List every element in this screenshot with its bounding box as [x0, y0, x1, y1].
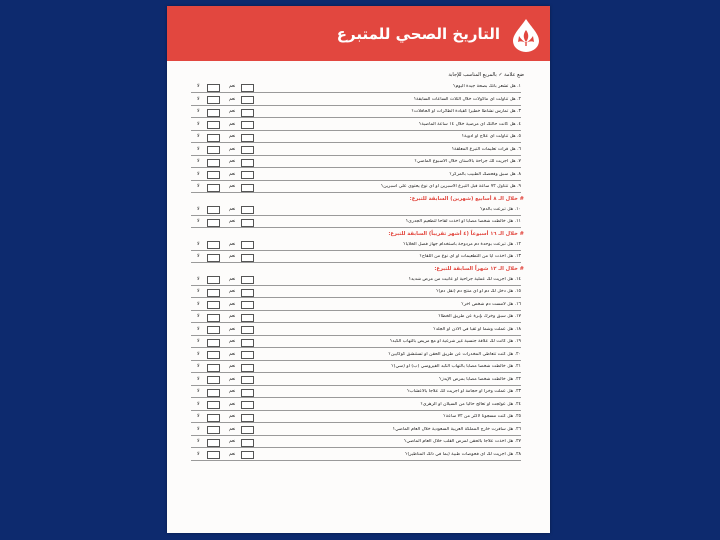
- row-divider: [191, 92, 521, 93]
- yes-checkbox[interactable]: [241, 364, 254, 372]
- no-checkbox[interactable]: [207, 401, 220, 409]
- no-label: لا: [197, 84, 200, 89]
- yes-checkbox[interactable]: [241, 276, 254, 284]
- yes-checkbox[interactable]: [241, 96, 254, 104]
- no-checkbox[interactable]: [207, 389, 220, 397]
- yes-checkbox[interactable]: [241, 314, 254, 322]
- no-checkbox[interactable]: [207, 314, 220, 322]
- no-label: لا: [197, 289, 200, 294]
- question-text: ٦. هل قرأت تعليمات التبرع المعلقة؟: [451, 146, 521, 152]
- question-row: [191, 252, 521, 262]
- no-checkbox[interactable]: [207, 376, 220, 384]
- question-text: ٢٣. هل عملت وخزاً أو حجامة أو أجريت لك علاجاً بالأعشاب؟: [406, 389, 521, 394]
- yes-label: نعم: [229, 364, 236, 369]
- row-divider: [191, 285, 521, 286]
- yes-label: نعم: [229, 376, 236, 382]
- form-instruction: ضع علامة ✓ بالمربع المناسب للإجابة: [448, 72, 524, 78]
- no-checkbox[interactable]: [207, 326, 220, 334]
- question-text: ١١. هل خالطت شخصاً مصاباً أو أخذت لقاحاً لتطعيم الجدري؟: [405, 219, 521, 224]
- row-divider: [191, 117, 521, 118]
- no-checkbox[interactable]: [207, 241, 220, 249]
- yes-checkbox[interactable]: [241, 84, 254, 92]
- question-row: [191, 312, 521, 322]
- form-sheet: [167, 6, 550, 533]
- row-divider: [191, 215, 521, 216]
- row-divider: [191, 422, 521, 423]
- no-label: لا: [197, 109, 200, 114]
- no-label: لا: [197, 184, 200, 189]
- yes-checkbox[interactable]: [241, 206, 254, 214]
- yes-label: نعم: [229, 241, 236, 247]
- no-label: لا: [197, 451, 200, 457]
- no-label: لا: [197, 206, 200, 212]
- question-text: ٨. هل سبق وفحصك الطبيب بالمركز؟: [449, 171, 521, 177]
- question-text: ١٤. هل أجريت لك عملية جراحية أو عانيت من مرض شديد؟: [408, 276, 521, 282]
- yes-checkbox[interactable]: [241, 439, 254, 447]
- question-text: ٥. هل تناولت أي علاج أو أدوية؟: [461, 134, 521, 139]
- no-checkbox[interactable]: [207, 276, 220, 284]
- row-divider: [191, 397, 521, 398]
- yes-checkbox[interactable]: [241, 171, 254, 179]
- no-label: لا: [197, 326, 200, 332]
- no-checkbox[interactable]: [207, 426, 220, 434]
- question-row: [191, 205, 521, 215]
- row-divider: [191, 335, 521, 336]
- yes-label: نعم: [229, 84, 236, 89]
- yes-checkbox[interactable]: [241, 376, 254, 384]
- row-divider: [191, 180, 521, 181]
- question-text: ١٢. هل تبرعت بوحدة دم مزدوجة باستخدام جهاز فصل الخلايا؟: [403, 241, 521, 247]
- yes-checkbox[interactable]: [241, 339, 254, 347]
- question-row: [191, 287, 521, 297]
- form-title: التاريخ الصحي للمتبرع: [336, 25, 500, 43]
- yes-label: نعم: [229, 326, 236, 332]
- question-row: [191, 275, 521, 285]
- no-label: لا: [197, 401, 200, 407]
- no-checkbox[interactable]: [207, 184, 220, 192]
- row-divider: [191, 155, 521, 156]
- question-row: [191, 145, 521, 155]
- yes-label: نعم: [229, 389, 236, 394]
- yes-checkbox[interactable]: [241, 121, 254, 129]
- row-divider: [191, 410, 521, 411]
- no-checkbox[interactable]: [207, 414, 220, 422]
- yes-checkbox[interactable]: [241, 254, 254, 262]
- yes-label: نعم: [229, 206, 236, 212]
- yes-label: نعم: [229, 451, 236, 457]
- question-row: [191, 387, 521, 397]
- question-text: ١٠. هل تبرعت بالدم؟: [480, 206, 521, 212]
- question-row: [191, 425, 521, 435]
- yes-label: نعم: [229, 254, 236, 259]
- yes-label: نعم: [229, 314, 236, 319]
- question-text: ٢١. هل خالطت شخصاً مصاباً بالتهاب الكبد الفيروسي (ب) أو (سي)؟: [391, 364, 521, 369]
- question-text: ٣. هل تمارس نشاطاً خطيراً كقيادة الطائرات أو الحافلات؟: [411, 109, 521, 114]
- question-row: [191, 375, 521, 385]
- question-text: ١٨. هل عملت وشماً أو ثقباً في الأذن أو الجلد؟: [433, 326, 521, 332]
- row-divider: [191, 250, 521, 251]
- row-divider: [191, 372, 521, 373]
- no-label: لا: [197, 376, 200, 382]
- section-heading: # خلال الـ ٨ أسابيع (شهرين) السابقة للتبرع:: [409, 195, 524, 202]
- no-checkbox[interactable]: [207, 301, 220, 309]
- question-row: [191, 82, 521, 92]
- no-label: لا: [197, 219, 200, 224]
- question-row: [191, 337, 521, 347]
- question-text: ٩. هل تتناول ٧٢ ساعة قبل التبرع الأسبرين أو أي نوع يحتوي على أسبرين؟: [380, 184, 521, 189]
- question-row: [191, 400, 521, 410]
- yes-label: نعم: [229, 159, 236, 164]
- row-divider: [191, 262, 521, 263]
- question-text: ٢٦. هل سافرت خارج المملكة العربية السعودية خلال العام الماضي؟: [392, 426, 521, 432]
- question-row: [191, 157, 521, 167]
- yes-checkbox[interactable]: [241, 414, 254, 422]
- question-text: ٢٤. هل عولجت أو تعالج حالياً من السيلان أو الزهري؟: [420, 401, 521, 407]
- yes-label: نعم: [229, 121, 236, 127]
- question-text: ١٦. هل لامست دم شخص آخر؟: [461, 301, 521, 307]
- no-label: لا: [197, 339, 200, 344]
- no-label: لا: [197, 389, 200, 394]
- no-label: لا: [197, 241, 200, 247]
- yes-checkbox[interactable]: [241, 389, 254, 397]
- yes-checkbox[interactable]: [241, 159, 254, 167]
- no-label: لا: [197, 351, 200, 357]
- row-divider: [191, 460, 521, 461]
- yes-label: نعم: [229, 401, 236, 407]
- yes-checkbox[interactable]: [241, 301, 254, 309]
- question-text: ١. هل تشعر بأنك بصحة جيدة اليوم؟: [453, 84, 521, 89]
- question-text: ٢٥. هل كنت مسجوناً لأكثر من ٧٢ ساعة؟: [443, 414, 521, 419]
- no-checkbox[interactable]: [207, 146, 220, 154]
- question-row: [191, 95, 521, 105]
- row-divider: [191, 192, 521, 193]
- no-checkbox[interactable]: [207, 84, 220, 92]
- no-label: لا: [197, 146, 200, 152]
- no-label: لا: [197, 254, 200, 259]
- no-checkbox[interactable]: [207, 134, 220, 142]
- yes-label: نعم: [229, 184, 236, 189]
- no-checkbox[interactable]: [207, 109, 220, 117]
- no-label: لا: [197, 414, 200, 419]
- yes-checkbox[interactable]: [241, 219, 254, 227]
- question-row: [191, 300, 521, 310]
- no-checkbox[interactable]: [207, 351, 220, 359]
- blood-drop-leaf-icon: [510, 18, 542, 52]
- question-text: ١٧. هل سبق وخزك بإبرة عن طريق الخطأ؟: [438, 314, 521, 319]
- yes-checkbox[interactable]: [241, 289, 254, 297]
- no-checkbox[interactable]: [207, 159, 220, 167]
- row-divider: [191, 297, 521, 298]
- no-label: لا: [197, 426, 200, 432]
- yes-label: نعم: [229, 96, 236, 102]
- yes-checkbox[interactable]: [241, 134, 254, 142]
- question-row: [191, 437, 521, 447]
- yes-label: نعم: [229, 351, 236, 357]
- row-divider: [191, 105, 521, 106]
- yes-label: نعم: [229, 439, 236, 444]
- row-divider: [191, 167, 521, 168]
- question-row: [191, 182, 521, 192]
- no-checkbox[interactable]: [207, 254, 220, 262]
- no-label: لا: [197, 171, 200, 177]
- yes-checkbox[interactable]: [241, 351, 254, 359]
- row-divider: [191, 385, 521, 386]
- no-checkbox[interactable]: [207, 219, 220, 227]
- no-checkbox[interactable]: [207, 451, 220, 459]
- no-label: لا: [197, 314, 200, 319]
- row-divider: [191, 360, 521, 361]
- no-label: لا: [197, 134, 200, 139]
- row-divider: [191, 435, 521, 436]
- question-row: [191, 450, 521, 460]
- question-text: ١٣. هل أخذت أياً من التطعيمات أو أي نوع من اللقاح؟: [419, 254, 521, 259]
- yes-checkbox[interactable]: [241, 146, 254, 154]
- question-text: ٢٠. هل كنت تتعاطى المخدرات عن طريق الحقن أو تستنشق كوكايين؟: [388, 351, 521, 357]
- row-divider: [191, 142, 521, 143]
- question-text: ١٥. هل دخل لك دم أو أي منتج دم (نقل دم)؟: [436, 289, 521, 294]
- question-row: [191, 362, 521, 372]
- no-label: لا: [197, 301, 200, 307]
- question-text: ٢٢. هل خالطت شخصاً مصاباً بمرض الإيدز؟: [439, 376, 521, 382]
- yes-label: نعم: [229, 171, 236, 177]
- yes-label: نعم: [229, 426, 236, 432]
- question-row: [191, 217, 521, 227]
- yes-label: نعم: [229, 276, 236, 282]
- no-label: لا: [197, 159, 200, 164]
- question-text: ٧. هل أجريت لك جراحة بالأسنان خلال الأسبوع الماضي؟: [414, 159, 521, 164]
- question-row: [191, 120, 521, 130]
- section-heading: # خلال الـ ١٦ أسبوعاً (٤ أشهر تقريباً) السابقة للتبرع:: [388, 230, 524, 237]
- no-label: لا: [197, 121, 200, 127]
- yes-label: نعم: [229, 134, 236, 139]
- question-row: [191, 412, 521, 422]
- no-checkbox[interactable]: [207, 206, 220, 214]
- question-text: ٢. هل تناولت أي مأكولات خلال الثلاث الساعات السابقة؟: [413, 96, 521, 102]
- yes-label: نعم: [229, 219, 236, 224]
- yes-checkbox[interactable]: [241, 241, 254, 249]
- question-row: [191, 325, 521, 335]
- question-row: [191, 170, 521, 180]
- yes-label: نعم: [229, 301, 236, 307]
- yes-checkbox[interactable]: [241, 451, 254, 459]
- row-divider: [191, 310, 521, 311]
- row-divider: [191, 322, 521, 323]
- no-label: لا: [197, 364, 200, 369]
- yes-label: نعم: [229, 289, 236, 294]
- yes-label: نعم: [229, 109, 236, 114]
- question-text: ٤. هل كانت حالتك أي مرضية خلال ١٤ ساعة الماضية؟: [418, 121, 521, 127]
- question-row: [191, 132, 521, 142]
- row-divider: [191, 347, 521, 348]
- yes-label: نعم: [229, 339, 236, 344]
- yes-label: نعم: [229, 146, 236, 152]
- question-row: [191, 350, 521, 360]
- question-row: [191, 240, 521, 250]
- row-divider: [191, 447, 521, 448]
- no-checkbox[interactable]: [207, 96, 220, 104]
- no-checkbox[interactable]: [207, 439, 220, 447]
- yes-checkbox[interactable]: [241, 401, 254, 409]
- no-label: لا: [197, 276, 200, 282]
- no-label: لا: [197, 96, 200, 102]
- yes-checkbox[interactable]: [241, 184, 254, 192]
- row-divider: [191, 227, 521, 228]
- yes-checkbox[interactable]: [241, 109, 254, 117]
- no-checkbox[interactable]: [207, 289, 220, 297]
- no-checkbox[interactable]: [207, 339, 220, 347]
- no-checkbox[interactable]: [207, 364, 220, 372]
- yes-checkbox[interactable]: [241, 326, 254, 334]
- question-row: [191, 107, 521, 117]
- section-heading: # خلال الـ ١٢ شهراً السابقة للتبرع:: [434, 265, 524, 272]
- question-text: ١٩. هل كانت لك علاقة جنسية غير شرعية أو مع مريض بالتهاب الكبد؟: [389, 339, 521, 344]
- question-text: ٢٧. هل أخذت علاجاً بالحقن لمرض القلب خلال العام الماضي؟: [403, 439, 521, 444]
- no-checkbox[interactable]: [207, 171, 220, 179]
- no-label: لا: [197, 439, 200, 444]
- yes-checkbox[interactable]: [241, 426, 254, 434]
- form-header-banner: [167, 6, 550, 61]
- question-text: ٢٨. هل أجريت لك أي فحوصات طبية (بما في ذلك المناظير)؟: [405, 451, 521, 457]
- no-checkbox[interactable]: [207, 121, 220, 129]
- row-divider: [191, 130, 521, 131]
- yes-label: نعم: [229, 414, 236, 419]
